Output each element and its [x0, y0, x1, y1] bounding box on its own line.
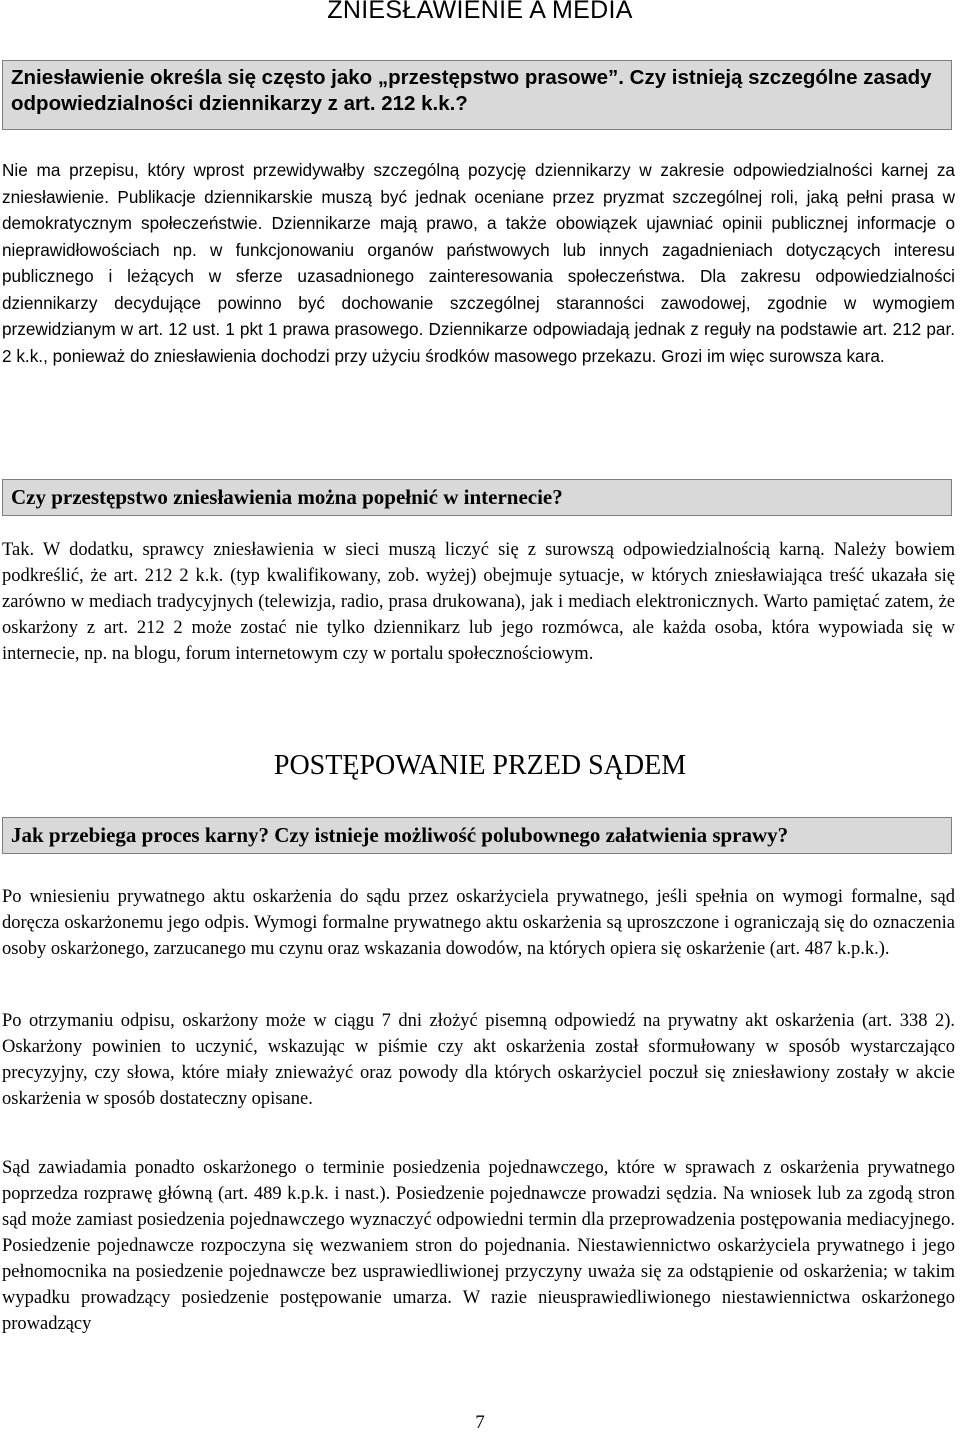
question-box-internet — [2, 479, 952, 516]
question-text: Jak przebiega proces karny? Czy istnieje możliwość polubownego załatwienia sprawy? — [11, 823, 789, 847]
question-text: Czy przestępstwo zniesławienia można popełnić w internecie? — [11, 485, 563, 509]
answer-paragraph-internet: Tak. W dodatku, sprawcy zniesławienia w sieci muszą liczyć się z surowszą odpowiedzialnością karną. Należy bowiem podkreślić, że art. 212 2 k.k. (typ kwalifikowany, zob. wyżej) obejmuje sytuacje, w których zniesławiająca treść ukazała się zarówno w mediach tradycyjnych (telewizja, radio, prasa drukowana), jak i mediach elektronicznych. Warto pamiętać zatem, że oskarżony z art. 212 2 może zostać nie tylko dziennikarz lub jego rozmówca, ale każda osoba, która wypowiada się w internecie, np. na blogu, forum internetowym czy w portalu społecznościowym. — [2, 540, 955, 664]
answer-paragraph-media-liability: Nie ma przepisu, który wprost przewidywałby szczególną pozycję dziennikarzy w zakresie odpowiedzialności karnej za zniesławienie. Publikacje dziennikarskie muszą być jednak oceniane przez pryzmat szczególnej roli, jaką pełni prasa w demokratycznym społeczeństwie. Dziennikarze mają prawo, a także obowiązek ujawniać opinii publicznej informacje o nieprawidłowościach np. w funkcjonowaniu organów państwowych lub innych zagadnieniach dotyczących interesu publicznego i leżących w sferze uzasadnionego zainteresowania społeczeństwa. Dla zakresu odpowiedzialności dziennikarzy decydujące powinno być dochowanie szczególnej staranności zawodowej, zgodnie w wymogiem przewidzianym w art. 12 ust. 1 pkt 1 prawa prasowego. Dziennikarze odpowiadają jednak z reguły na podstawie art. 212 par. 2 k.k., ponieważ do zniesławienia dochodzi przy użyciu środków masowego przekazu. Grozi im więc surowsza kara. — [2, 160, 955, 366]
court-paragraph-1: Po wniesieniu prywatnego aktu oskarżenia do sądu przez oskarżyciela prywatnego, jeśli spełnia on wymogi formalne, sąd doręcza oskarżonemu jego odpis. Wymogi formalne prywatnego aktu oskarżenia są uproszczone i ograniczają się do oznaczenia osoby oskarżonego, zarzucanego mu czynu oraz wskazania dowodów, na których opiera się oskarżenie (art. 487 k.p.k.). — [2, 887, 955, 959]
court-paragraph-2: Po otrzymaniu odpisu, oskarżony może w ciągu 7 dni złożyć pisemną odpowiedź na prywatny akt oskarżenia (art. 338 2). Oskarżony powinien to uczynić, wskazując w piśmie czy akt oskarżenia został sformułowany w sposób wystarczająco precyzyjny, czy słowa, które miały znieważyć oraz powody dla których oskarżyciel poczuł się zniesławiony zostały w akcie oskarżenia w sposób dostateczny opisane. — [2, 1011, 955, 1109]
page-title: ZNIESŁAWIENIE A MEDIA — [327, 0, 633, 24]
question-box-media-liability — [2, 60, 952, 130]
question-box-court-process — [2, 817, 952, 854]
question-text: Zniesławienie określa się często jako „przestępstwo prasowe”. Czy istnieją szczególne zasady odpowiedzialności dziennikarzy z art. 212 k.k.? — [11, 66, 932, 115]
court-paragraph-3: Sąd zawiadamia ponadto oskarżonego o terminie posiedzenia pojednawczego, które w sprawach z oskarżenia prywatnego poprzedza rozprawę główną (art. 489 k.p.k. i nast.). Posiedzenie pojednawcze prowadzi sędzia. Na wniosek lub za zgodą stron sąd może zamiast posiedzenia pojednawczego wyznaczyć odpowiedni termin dla przeprowadzenia postępowania mediacyjnego. Posiedzenie pojednawcze rozpoczyna się wezwaniem stron do pojednania. Niestawiennictwo oskarżyciela prywatnego i jego pełnomocnika na posiedzenie pojednawcze bez usprawiedliwionej przyczyny uważa się za odstąpienie od oskarżenia; w takim wypadku prowadzący posiedzenie postępowanie umarza. W razie nieusprawiedliwionego niestawiennictwa oskarżonego prowadzący — [2, 1158, 955, 1334]
section-title-court: POSTĘPOWANIE PRZED SĄDEM — [273, 750, 687, 781]
page-number: 7 — [475, 1412, 485, 1433]
